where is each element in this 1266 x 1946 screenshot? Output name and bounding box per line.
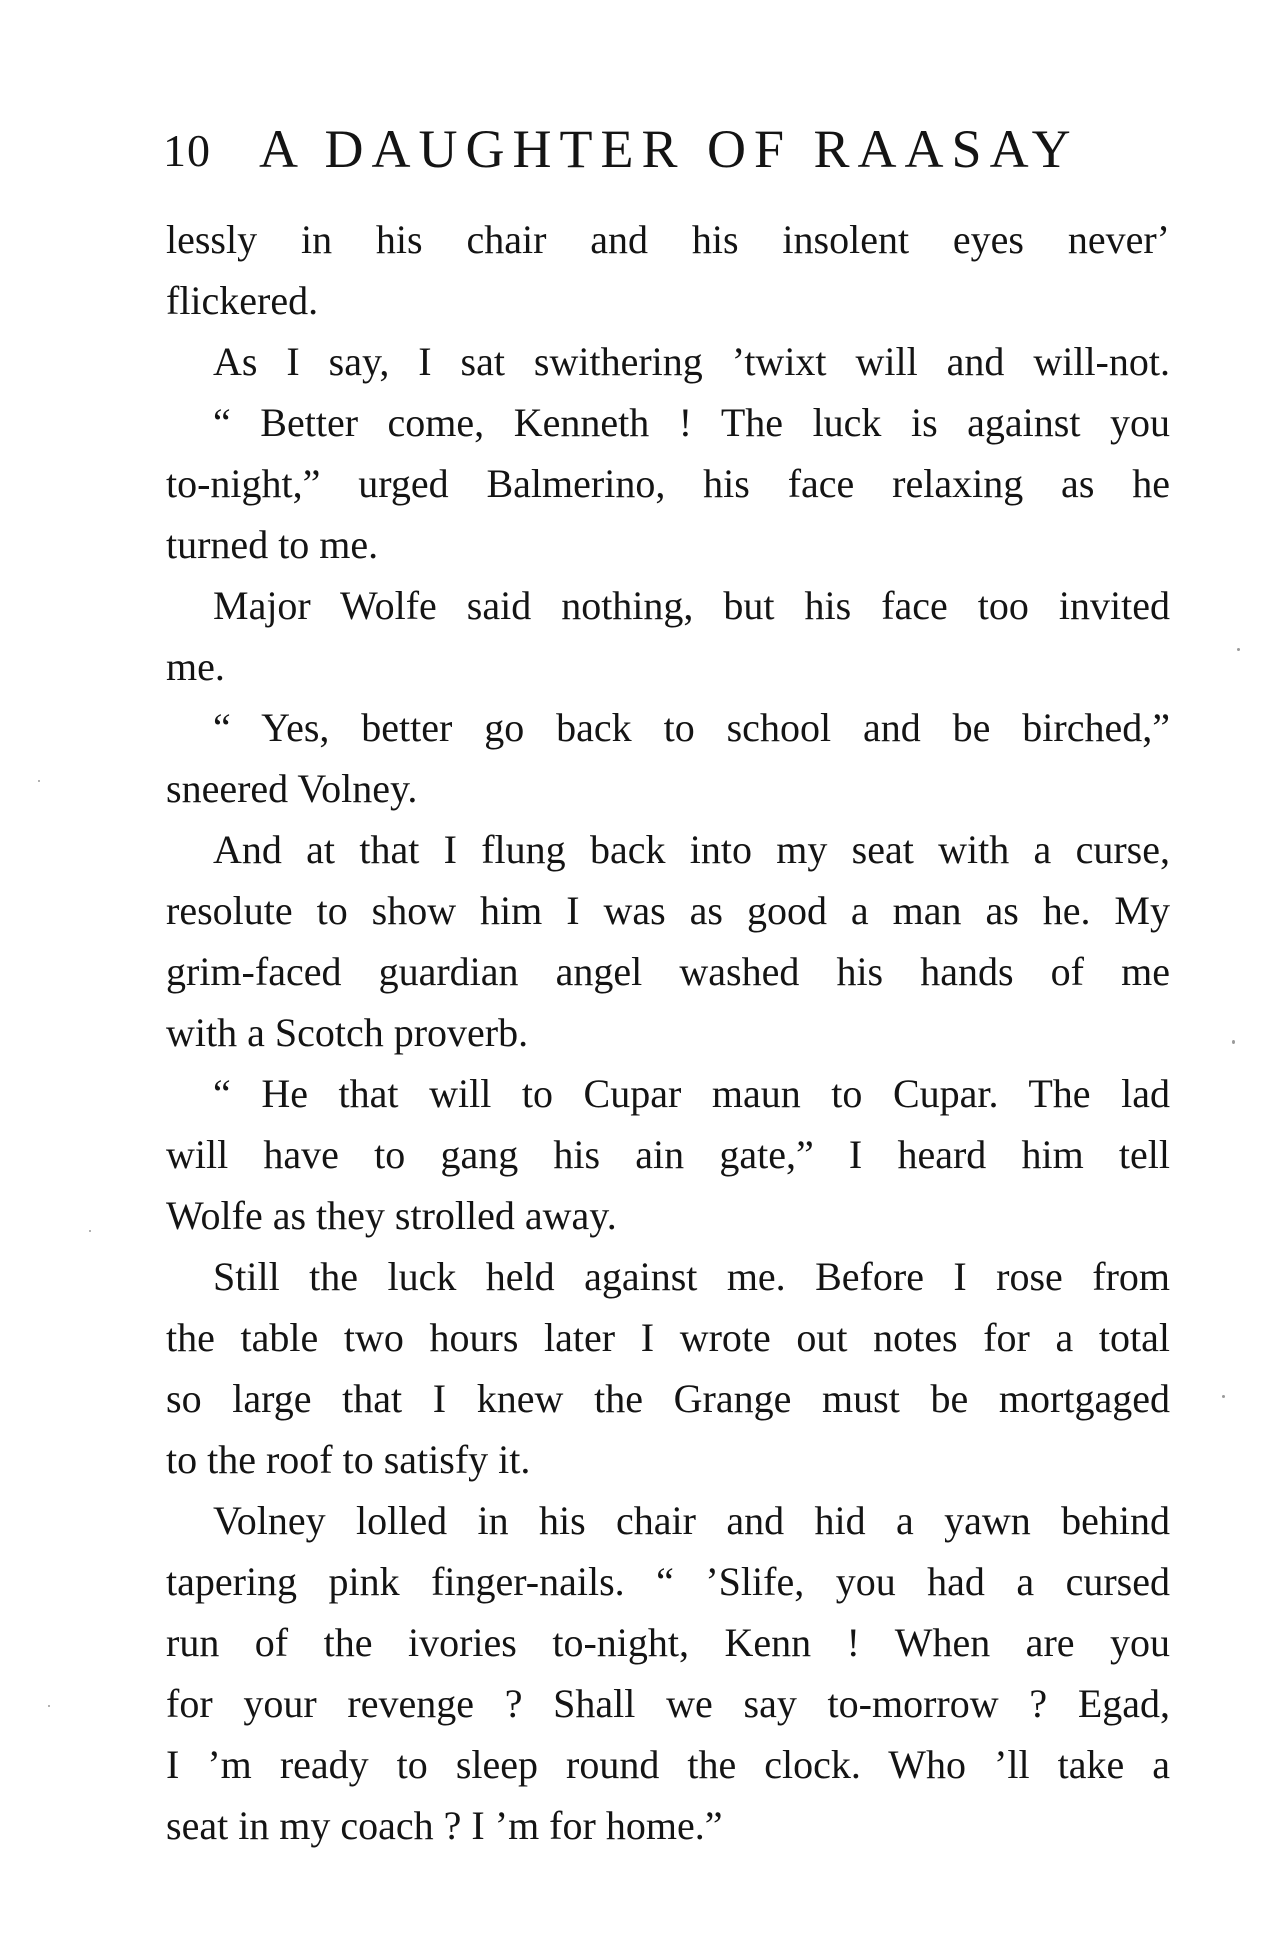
- paper-speck: [48, 1705, 50, 1707]
- text-line: I ’m ready to sleep round the clock. Who ’ll take a: [166, 1742, 1170, 1787]
- text-line: sneered Volney.: [166, 766, 418, 811]
- text-line: “ Better come, Kenneth ! The luck is against you: [213, 400, 1170, 445]
- text-line: Major Wolfe said nothing, but his face too invited: [213, 583, 1170, 628]
- text-line: turned to me.: [166, 522, 379, 567]
- text-line: seat in my coach ? I ’m for home.”: [166, 1803, 723, 1848]
- paper-speck: [89, 1230, 91, 1232]
- text-line: tapering pink finger-nails. “ ’Slife, you had a cursed: [166, 1559, 1170, 1604]
- page-number: 10: [163, 125, 211, 176]
- text-line: “ He that will to Cupar maun to Cupar. The lad: [213, 1071, 1170, 1116]
- text-line: Still the luck held against me. Before I rose from: [213, 1254, 1170, 1299]
- text-line: grim-faced guardian angel washed his hands of me: [166, 949, 1170, 994]
- paper-speck: [1232, 1040, 1235, 1044]
- text-line: Volney lolled in his chair and hid a yawn behind: [213, 1498, 1170, 1543]
- paper-speck: [38, 780, 40, 782]
- text-line: lessly in his chair and his insolent eyes neverʼ: [166, 217, 1170, 262]
- text-line: for your revenge ? Shall we say to-morrow ? Egad,: [166, 1681, 1170, 1726]
- text-line: will have to gang his ain gate,” I heard him tell: [166, 1132, 1170, 1177]
- text-line: “ Yes, better go back to school and be birched,”: [213, 705, 1170, 750]
- text-line: me.: [166, 644, 225, 689]
- text-line: flickered.: [166, 278, 319, 323]
- paper-speck: [1222, 1395, 1225, 1398]
- text-line: And at that I flung back into my seat with a curse,: [213, 827, 1170, 872]
- running-title: A DAUGHTER OF RAASAY: [259, 119, 1079, 179]
- text-line: As I say, I sat swithering ’twixt will and will-not.: [213, 339, 1170, 384]
- text-line: to-night,” urged Balmerino, his face relaxing as he: [166, 461, 1170, 506]
- text-line: run of the ivories to-night, Kenn ! When are you: [166, 1620, 1170, 1665]
- text-line: Wolfe as they strolled away.: [166, 1193, 617, 1238]
- page-header: [163, 118, 1173, 188]
- paper-speck: [1237, 648, 1240, 651]
- text-line: the table two hours later I wrote out notes for a total: [166, 1315, 1170, 1360]
- text-line: with a Scotch proverb.: [166, 1010, 529, 1055]
- text-line: to the roof to satisfy it.: [166, 1437, 531, 1482]
- text-line: so large that I knew the Grange must be mortgaged: [166, 1376, 1170, 1421]
- text-line: resolute to show him I was as good a man as he. My: [166, 888, 1170, 933]
